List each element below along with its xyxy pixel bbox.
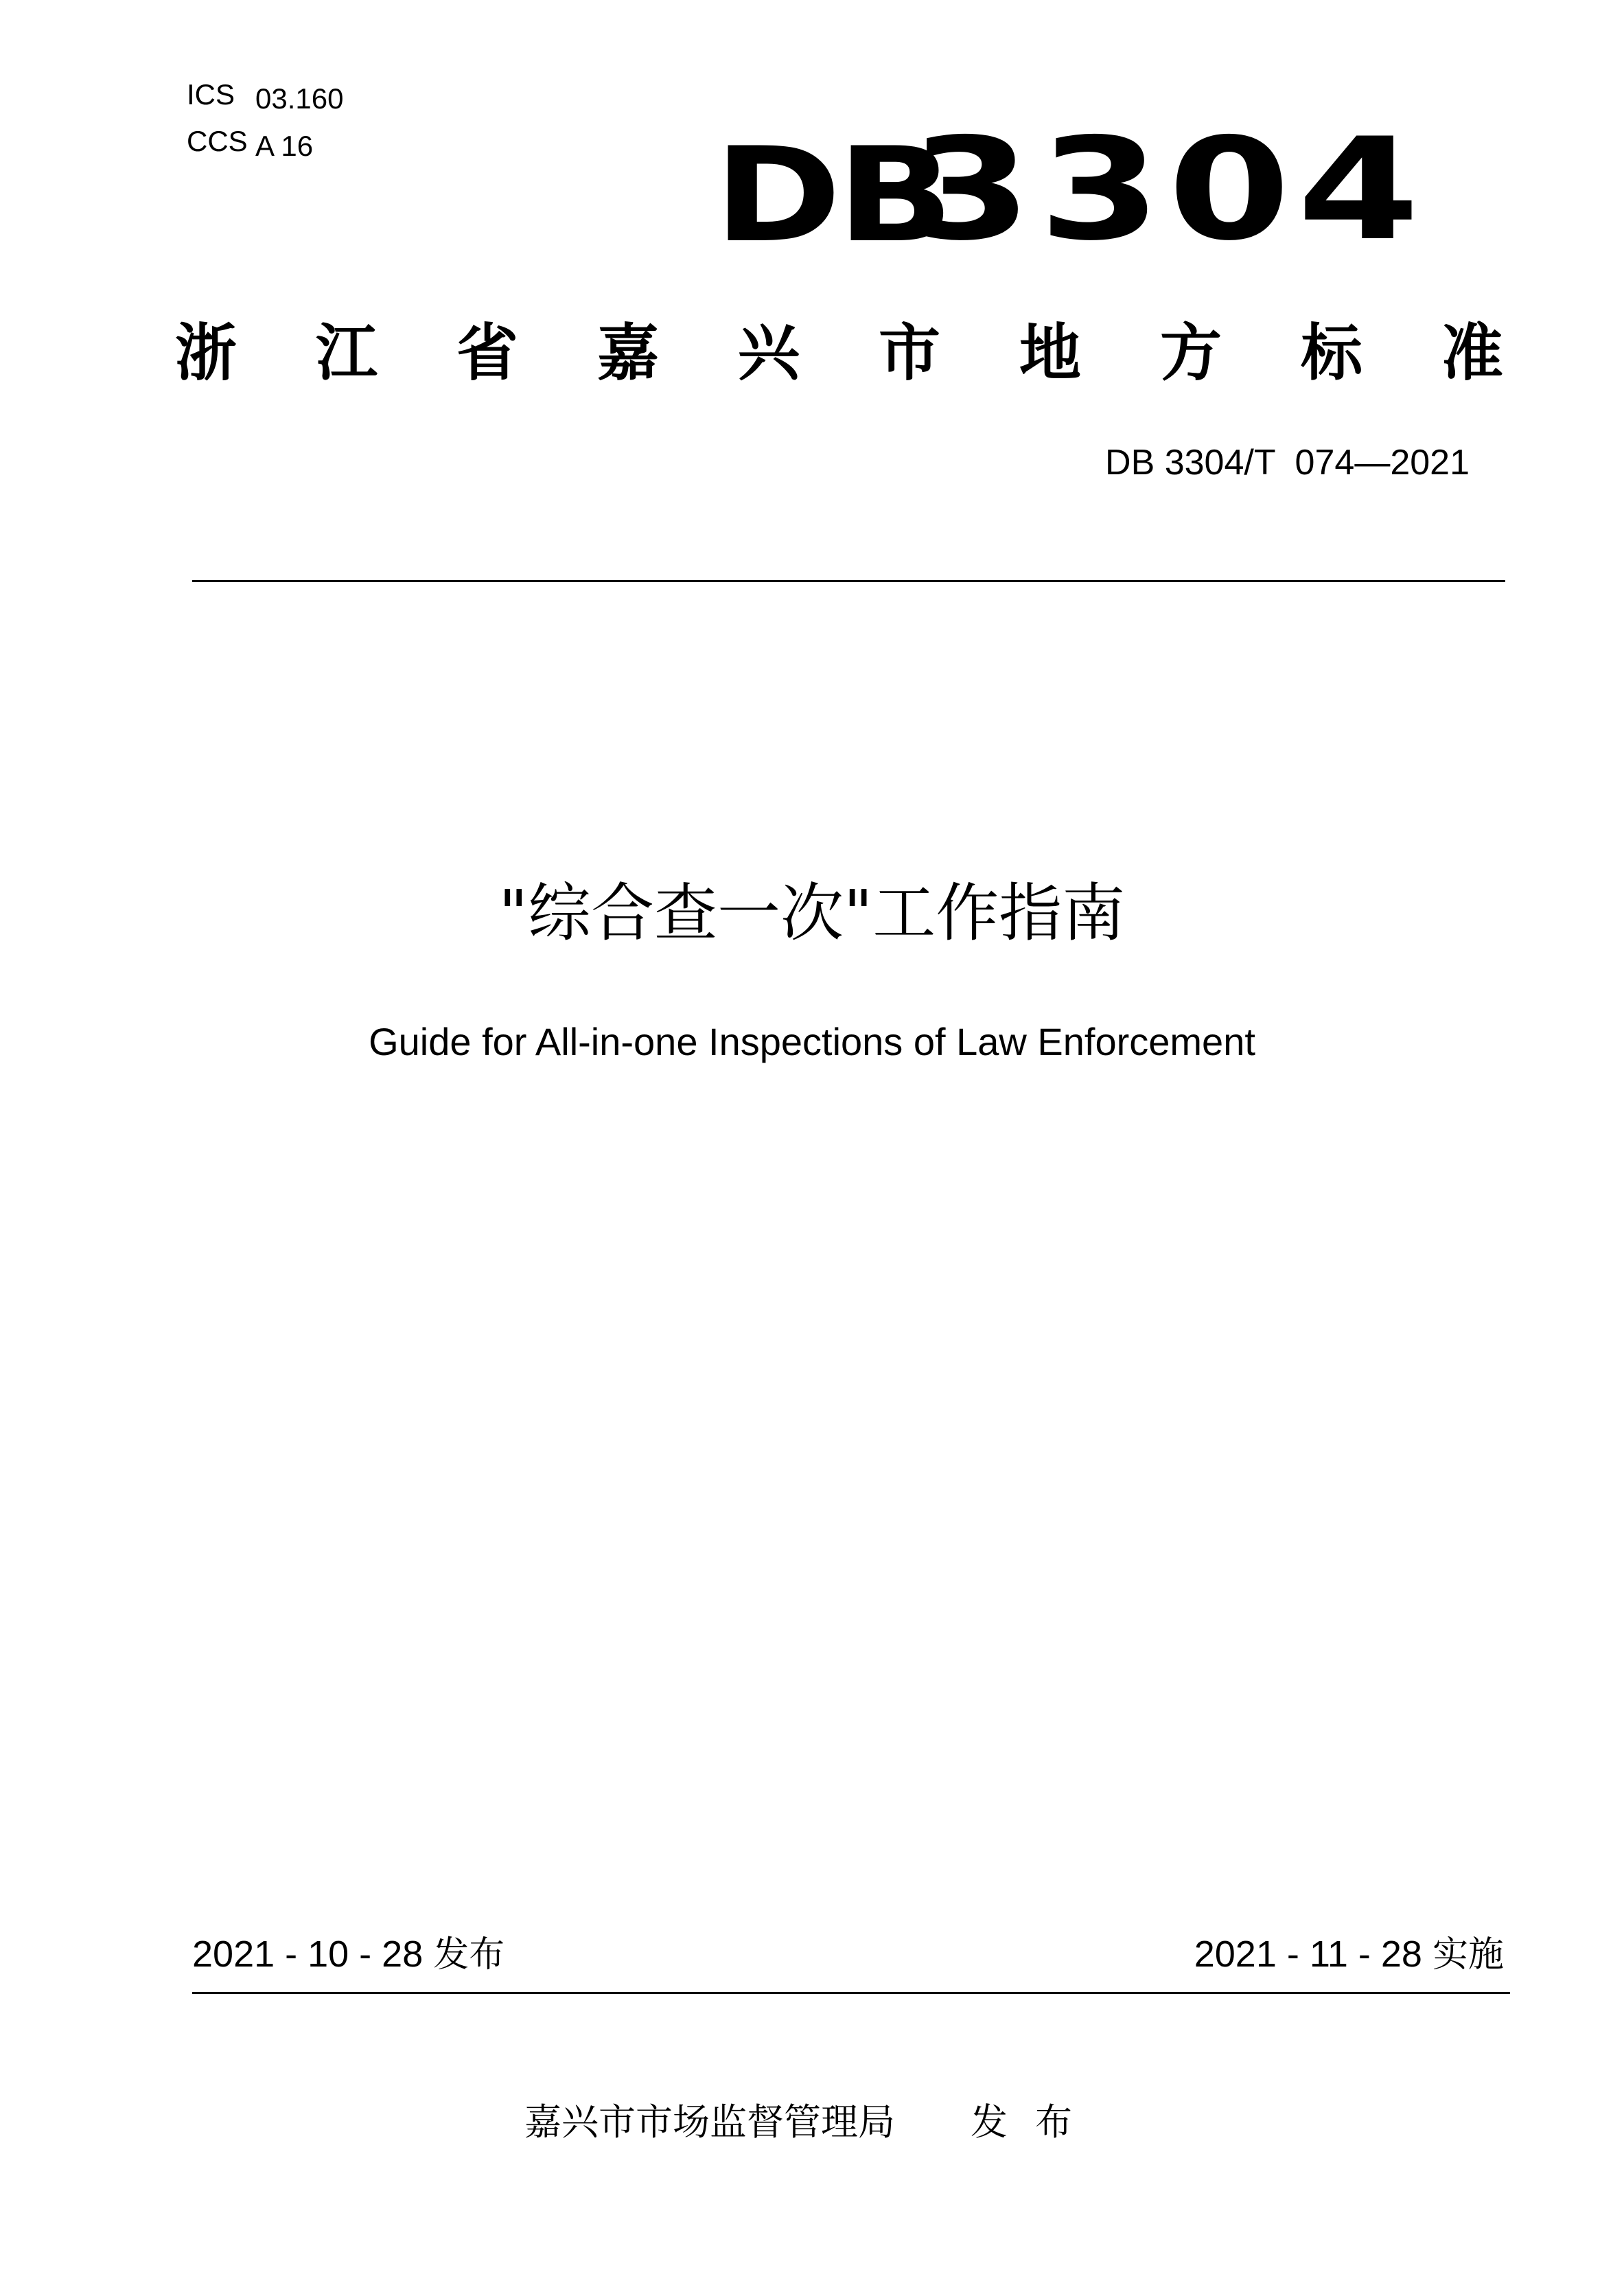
heading-char: 市 — [879, 317, 940, 389]
logo-number: 3304 — [909, 108, 1427, 272]
heading-char: 浙 — [175, 317, 237, 389]
standard-type-heading — [175, 317, 1503, 389]
top-divider — [192, 580, 1505, 582]
issue-date-line — [192, 1936, 504, 1973]
heading-char: 兴 — [738, 317, 800, 389]
publisher-name: 嘉兴市市场监督管理局 — [524, 2100, 895, 2144]
implement-date-line — [1194, 1936, 1504, 1973]
ics-label: ICS — [187, 78, 235, 111]
document-title-zh: "综合查一次"工作指南 — [498, 877, 1126, 950]
heading-char: 嘉 — [597, 317, 659, 389]
issue-label: 发布 — [433, 1934, 505, 1975]
implement-date: 2021 - 11 - 28 — [1194, 1934, 1422, 1975]
document-title-en: Guide for All-in-one Inspections of Law Enforcement — [369, 1020, 1255, 1063]
ics-value: 03.160 — [255, 82, 344, 115]
ccs-label: CCS — [187, 125, 248, 157]
bottom-divider — [192, 1992, 1510, 1994]
ccs-value: A 16 — [255, 130, 314, 162]
standard-number: DB 3304/T 074—2021 — [1105, 443, 1470, 483]
heading-char: 地 — [1019, 317, 1081, 389]
publisher-line — [0, 2100, 1624, 2144]
publisher-action: 发布 — [971, 2100, 1100, 2144]
logo-prefix: DB — [714, 119, 949, 271]
heading-char: 准 — [1441, 317, 1503, 389]
heading-char: 方 — [1160, 317, 1222, 389]
issue-date: 2021 - 10 - 28 — [192, 1934, 424, 1975]
implement-label: 实施 — [1432, 1934, 1504, 1975]
heading-char: 省 — [456, 317, 518, 389]
heading-char: 标 — [1301, 317, 1362, 389]
db-logo — [714, 108, 1427, 272]
heading-char: 江 — [316, 317, 378, 389]
